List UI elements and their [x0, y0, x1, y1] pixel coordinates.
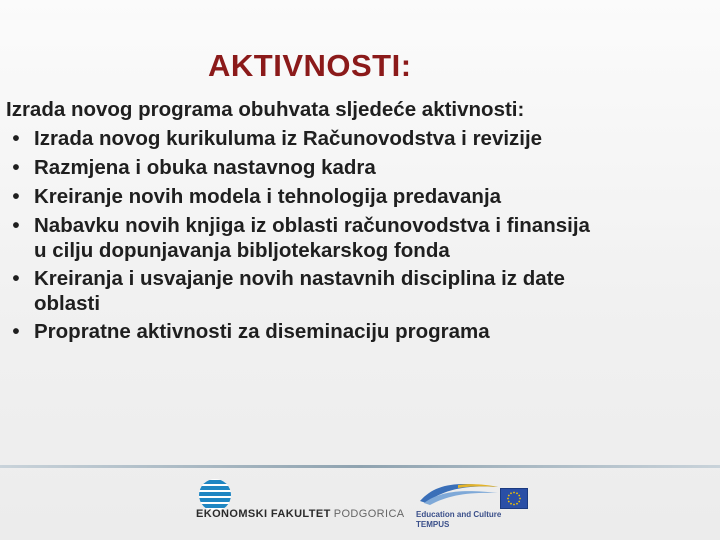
slide-title: AKTIVNOSTI: — [208, 48, 412, 83]
list-item-text: Kreiranje novih modela i tehnologija predavanja — [34, 185, 502, 208]
ec-caption — [416, 510, 501, 530]
list-item — [6, 153, 716, 182]
list-item — [6, 264, 716, 317]
faculty-name — [196, 508, 405, 524]
list-item-text: Izrada novog kurikuluma iz Računovodstva i revizije — [34, 127, 543, 150]
list-item-text: Kreiranja i usvajanje novih nastavnih disciplina iz date — [34, 267, 565, 290]
list-item-text: Propratne aktivnosti za diseminaciju programa — [34, 320, 490, 343]
bullet-icon: • — [12, 156, 20, 179]
ec-line-2: TEMPUS — [416, 520, 450, 529]
list-item-text-continued: u cilju dopunjavanja bibljotekarskog fonda — [34, 239, 450, 262]
bullet-icon: • — [12, 127, 20, 150]
list-item-text-continued: oblasti — [34, 292, 101, 315]
ec-line-1: Education and Culture — [416, 510, 502, 519]
faculty-name-bold: EKONOMSKI FAKULTET — [196, 508, 331, 520]
list-item — [6, 182, 716, 211]
tempus-swoosh-icon — [418, 477, 500, 509]
list-item-text: Razmjena i obuka nastavnog kadra — [34, 156, 376, 179]
bullet-icon: • — [12, 267, 20, 290]
bullet-icon: • — [12, 185, 20, 208]
bullet-icon: • — [12, 320, 20, 343]
bullet-icon: • — [12, 214, 20, 237]
slide-body — [6, 95, 716, 346]
intro-text: Izrada novog programa obuhvata sljedeće aktivnosti: — [6, 98, 525, 121]
list-item — [6, 124, 716, 153]
list-item — [6, 317, 716, 346]
list-item — [6, 211, 716, 264]
activity-list — [6, 124, 716, 346]
footer — [0, 468, 720, 540]
list-item-text: Nabavku novih knjiga iz oblasti računovodstva i finansija — [34, 214, 590, 237]
eu-flag-icon — [500, 488, 528, 509]
faculty-city: PODGORICA — [333, 508, 405, 520]
